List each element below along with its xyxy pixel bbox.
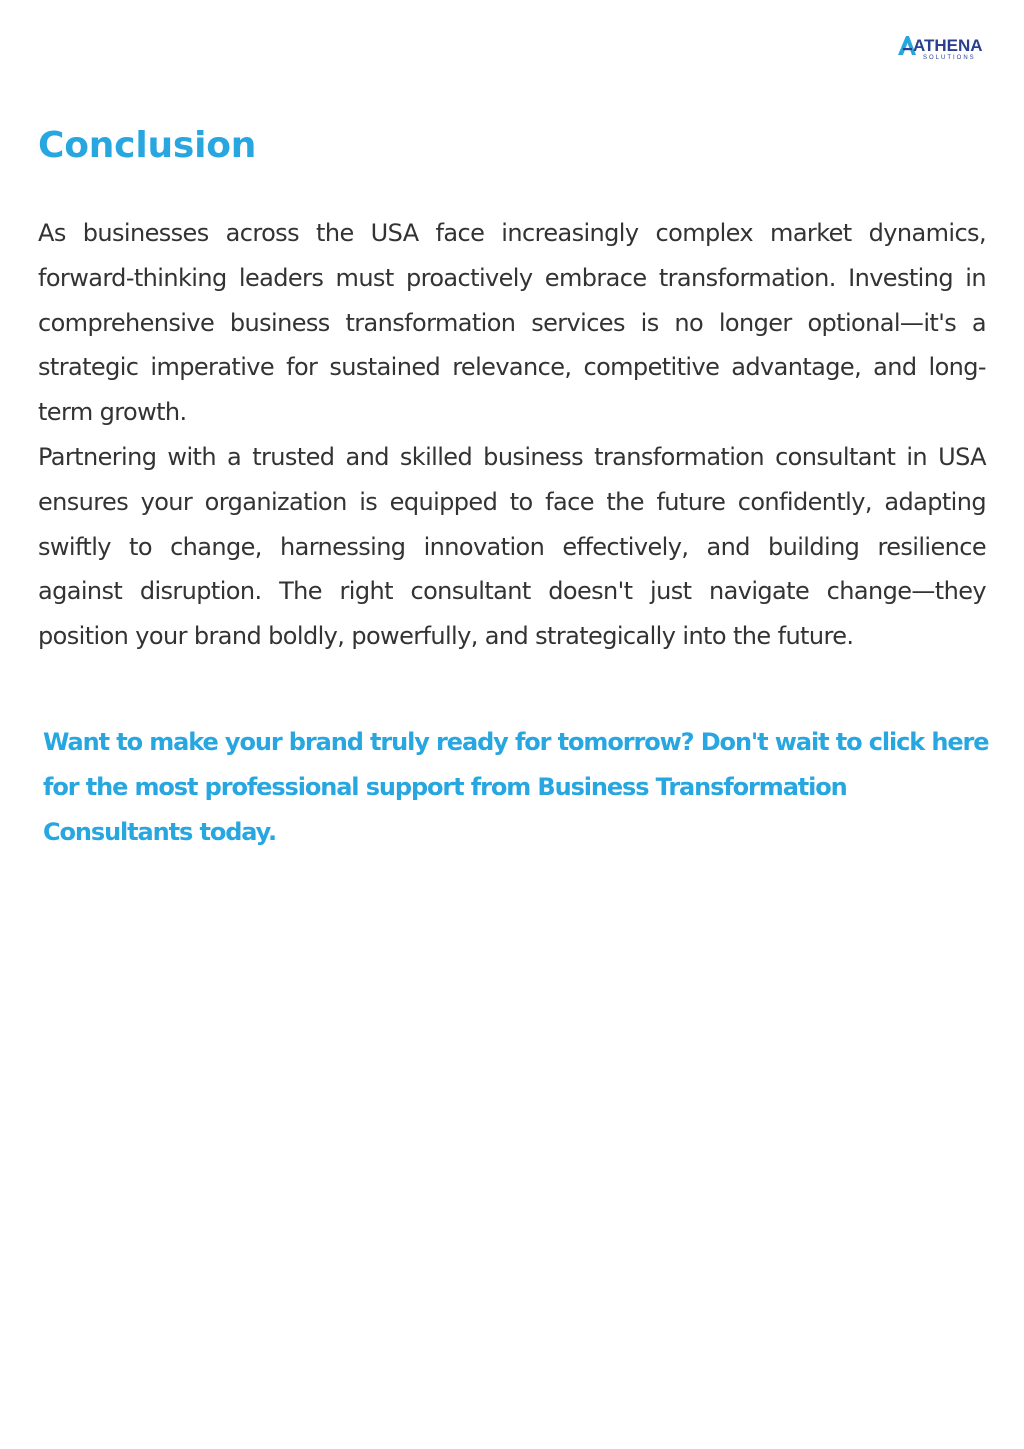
cta-link[interactable]: Want to make your brand truly ready for tomorrow? Don't wait to click here for the most professional support from Business Transformation Consultants today.	[43, 728, 989, 846]
page-title: Conclusion	[38, 125, 257, 166]
athena-solutions-logo	[897, 33, 989, 63]
logo-tagline-text: SOLUTIONS	[923, 55, 976, 61]
body-paragraph-2: Partnering with a trusted and skilled business transformation consultant in USA ensures your organization is equipped to face the future confidently, adapting swiftly to change, harnessing innovation effectively, and building resilience against disruption. The right consultant doesn't just navigate change—they position your brand boldly, powerfully, and strategically into the future.	[38, 443, 986, 651]
logo-a-bar	[903, 48, 912, 50]
body-paragraph-1: As businesses across the USA face increasingly complex market dynamics, forward-thinking leaders must proactively embrace transformation. Investing in comprehensive business transformation services is no longer optional—it's a strategic imperative for sustained relevance, competitive advantage, and long-term growth.	[38, 219, 986, 427]
logo-mark	[897, 33, 989, 63]
logo-brand-text: ATHENA	[913, 36, 983, 55]
